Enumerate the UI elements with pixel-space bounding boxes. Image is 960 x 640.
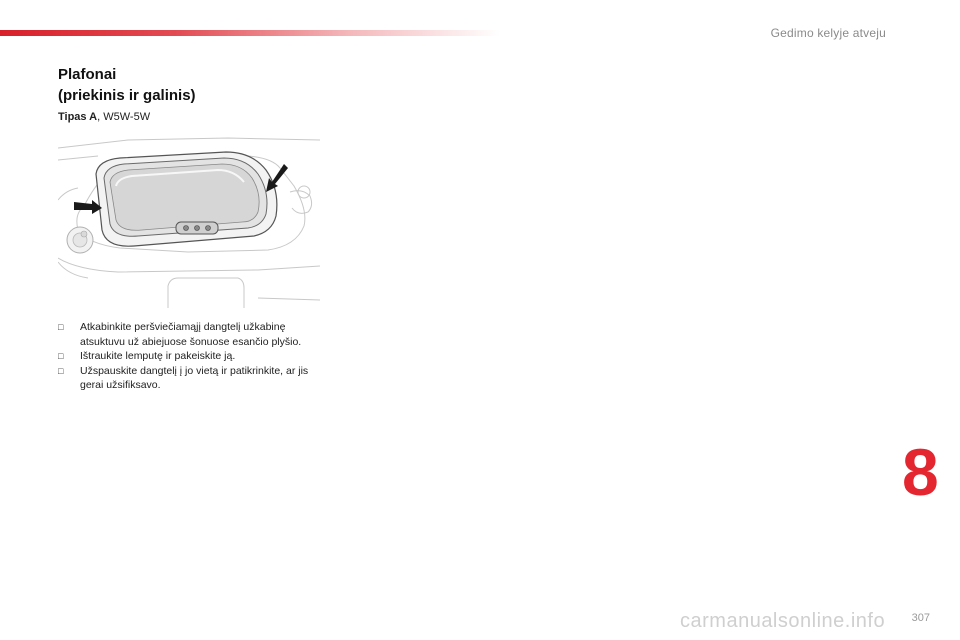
- step-text: Ištraukite lemputę ir pakeiskite ją.: [80, 350, 236, 362]
- left-arrow-icon: [74, 200, 102, 214]
- lamp-type-value: , W5W-5W: [97, 111, 151, 123]
- header-accent-bar: [0, 30, 500, 36]
- chapter-title: Gedimo kelyje atveju: [770, 26, 886, 40]
- checkbox-bullet-icon: □: [58, 322, 64, 332]
- section-title-line1: Plafonai: [58, 66, 117, 83]
- step-text: Atkabinkite peršviečiamąjį dangtelį užkabinę atsuktuvu už abiejuose šonuose esančio plyšio.: [80, 321, 302, 348]
- ceiling-lamp-illustration: [58, 130, 320, 310]
- watermark: carmanualsonline.info: [680, 610, 886, 632]
- chapter-number: 8: [902, 435, 939, 509]
- lamp-type-label: Tipas A: [58, 111, 98, 123]
- page-number: 307: [911, 612, 930, 624]
- checkbox-bullet-icon: □: [58, 351, 64, 361]
- list-item: [58, 349, 328, 364]
- step-text: Užspauskite dangtelį į jo vietą ir patikrinkite, ar jis gerai užsifiksavo.: [80, 364, 309, 391]
- list-item: [58, 364, 328, 393]
- instruction-steps: [58, 320, 328, 393]
- lamp-type: [58, 111, 150, 123]
- checkbox-bullet-icon: □: [58, 365, 64, 376]
- section-title-line2: (priekinis ir galinis): [58, 87, 196, 104]
- list-item: [58, 320, 328, 349]
- section-title: [58, 64, 196, 106]
